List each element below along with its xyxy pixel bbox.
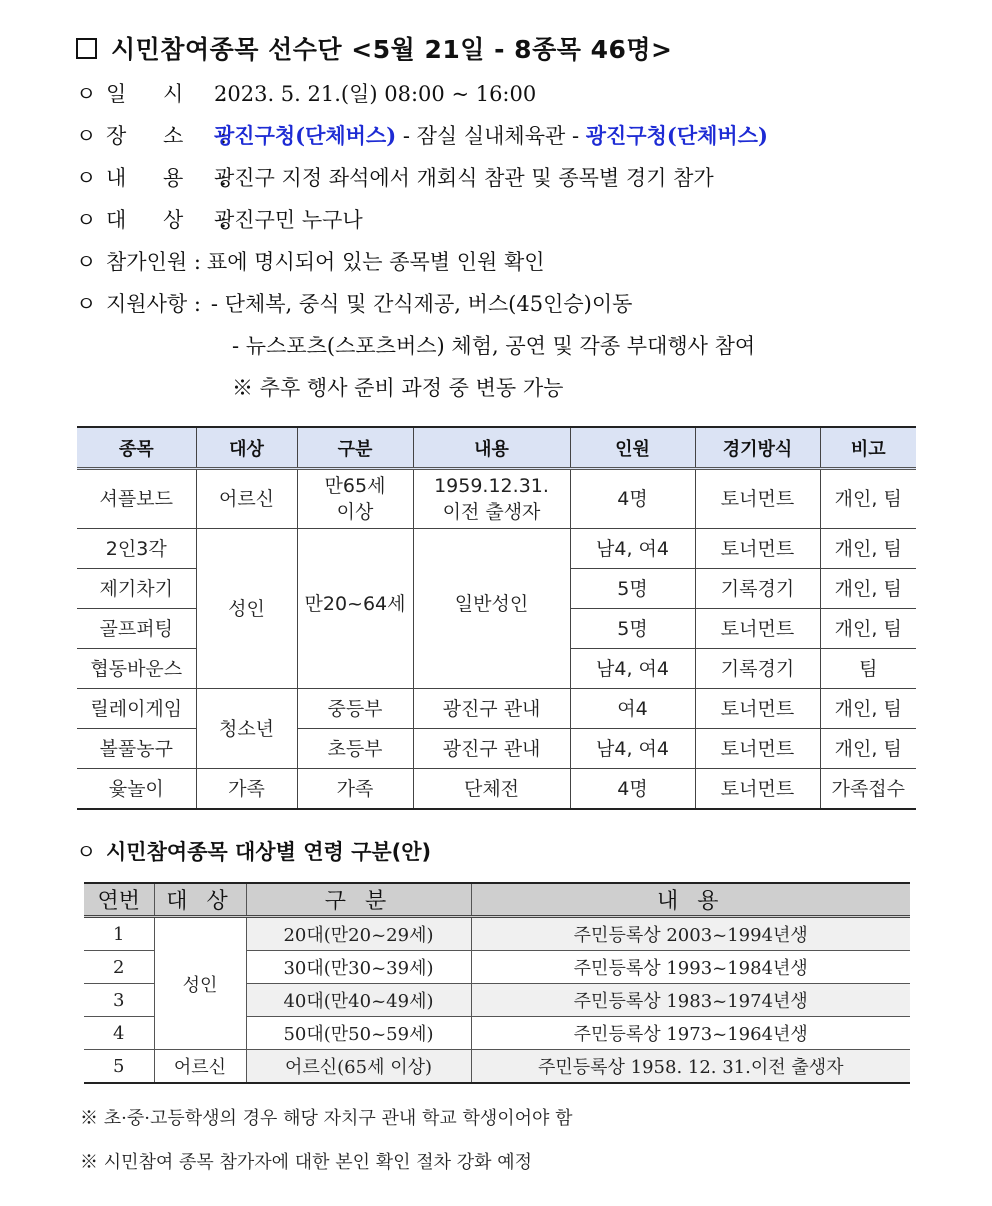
cell-method: 토너먼트 [695, 529, 820, 569]
col-header-content: 내용 [413, 427, 570, 469]
cell-event: 셔플보드 [77, 469, 196, 529]
section-heading [76, 836, 431, 866]
place-mid: - 잠실 실내체육관 - [396, 124, 586, 148]
cell-target: 어르신 [196, 469, 297, 529]
cell-content: 주민등록상 2003~1994년생 [471, 917, 910, 951]
cell-method: 토너먼트 [695, 729, 820, 769]
col-header-division: 구분 [297, 427, 413, 469]
cell-note: 개인, 팀 [820, 729, 916, 769]
cell-event: 릴레이게임 [77, 689, 196, 729]
info-label: 장 소 : [106, 124, 227, 148]
info-date [76, 81, 536, 107]
cell-count: 남4, 여4 [570, 529, 695, 569]
checkbox-square-icon [76, 38, 97, 59]
table-row [77, 769, 916, 810]
col-header-count: 인원 [570, 427, 695, 469]
page-title [76, 30, 672, 66]
cell-event: 제기차기 [77, 569, 196, 609]
cell-note: 개인, 팀 [820, 469, 916, 529]
cell-division: 만65세 이상 [297, 469, 413, 529]
col-header-event: 종목 [77, 427, 196, 469]
cell-content-group: 일반성인 [413, 529, 570, 689]
cell-division: 40대(만40~49세) [246, 984, 471, 1017]
col-header-division: 구 분 [246, 883, 471, 917]
cell-count: 5명 [570, 569, 695, 609]
info-value: 광진구민 누구나 [214, 208, 363, 232]
cell-content: 광진구 관내 [413, 729, 570, 769]
table-row [84, 917, 910, 951]
cell-method: 토너먼트 [695, 769, 820, 810]
cell-target: 가족 [196, 769, 297, 810]
title-text: 시민참여종목 선수단 <5월 21일 - 8종목 46명> [111, 35, 673, 64]
support-line-3: ※ 추후 행사 준비 과정 중 변동 가능 [232, 376, 564, 400]
bullet-icon: ㅇ [76, 292, 97, 316]
cell-content: 주민등록상 1983~1974년생 [471, 984, 910, 1017]
cell-note: 개인, 팀 [820, 689, 916, 729]
cell-event: 볼풀농구 [77, 729, 196, 769]
info-label: 대 상 : [106, 208, 227, 232]
info-label: 참가인원 : [106, 250, 201, 274]
bullet-icon: ㅇ [76, 250, 97, 274]
table-row [77, 529, 916, 569]
col-header-no: 연번 [84, 883, 154, 917]
cell-division-group: 만20~64세 [297, 529, 413, 689]
table-row [77, 689, 916, 729]
bullet-icon: ㅇ [76, 840, 97, 864]
cell-event: 골프퍼팅 [77, 609, 196, 649]
cell-method: 기록경기 [695, 649, 820, 689]
support-line-1: - 단체복, 중식 및 간식제공, 버스(45인승)이동 [210, 292, 633, 316]
info-value: 2023. 5. 21.(일) 08:00 ~ 16:00 [214, 82, 537, 106]
info-label: 지원사항 : [106, 292, 201, 316]
support-line-2: - 뉴스포츠(스포츠버스) 체험, 공연 및 각종 부대행사 참여 [232, 334, 756, 358]
col-header-target: 대상 [196, 427, 297, 469]
cell-count: 남4, 여4 [570, 729, 695, 769]
cell-count: 남4, 여4 [570, 649, 695, 689]
col-header-content: 내 용 [471, 883, 910, 917]
info-label: 일 시 : [106, 82, 227, 106]
info-support [76, 291, 632, 317]
cell-note: 가족접수 [820, 769, 916, 810]
cell-target-group: 청소년 [196, 689, 297, 769]
cell-no: 2 [84, 951, 154, 984]
cell-division: 어르신(65세 이상) [246, 1050, 471, 1084]
place-start: 광진구청(단체버스) [214, 123, 397, 148]
cell-content: 1959.12.31. 이전 출생자 [413, 469, 570, 529]
info-target [76, 207, 363, 233]
age-table [84, 882, 910, 1084]
cell-division: 30대(만30~39세) [246, 951, 471, 984]
cell-method: 토너먼트 [695, 689, 820, 729]
cell-division: 50대(만50~59세) [246, 1017, 471, 1050]
cell-no: 3 [84, 984, 154, 1017]
info-label: 내 용 : [106, 166, 227, 190]
cell-method: 토너먼트 [695, 609, 820, 649]
cell-content: 단체전 [413, 769, 570, 810]
cell-content: 주민등록상 1993~1984년생 [471, 951, 910, 984]
place-end: 광진구청(단체버스) [585, 123, 768, 148]
cell-target: 어르신 [154, 1050, 246, 1084]
cell-target-group: 성인 [154, 917, 246, 1050]
col-header-target: 대 상 [154, 883, 246, 917]
table-header-row [77, 427, 916, 469]
cell-event: 윷놀이 [77, 769, 196, 810]
cell-note: 팀 [820, 649, 916, 689]
info-value: 표에 명시되어 있는 종목별 인원 확인 [206, 250, 545, 274]
bullet-icon: ㅇ [76, 124, 97, 148]
cell-method: 기록경기 [695, 569, 820, 609]
cell-division: 초등부 [297, 729, 413, 769]
cell-event: 협동바운스 [77, 649, 196, 689]
col-header-note: 비고 [820, 427, 916, 469]
cell-count: 여4 [570, 689, 695, 729]
bullet-icon: ㅇ [76, 208, 97, 232]
cell-division: 중등부 [297, 689, 413, 729]
info-participants [76, 249, 545, 275]
cell-note: 개인, 팀 [820, 529, 916, 569]
cell-count: 4명 [570, 469, 695, 529]
cell-target-group: 성인 [196, 529, 297, 689]
cell-division: 20대(만20~29세) [246, 917, 471, 951]
info-place [76, 123, 768, 149]
cell-event: 2인3각 [77, 529, 196, 569]
cell-content: 주민등록상 1958. 12. 31.이전 출생자 [471, 1050, 910, 1084]
cell-no: 1 [84, 917, 154, 951]
bullet-icon: ㅇ [76, 82, 97, 106]
table-row [77, 469, 916, 529]
table-header-row [84, 883, 910, 917]
section-heading-text: 시민참여종목 대상별 연령 구분(안) [106, 840, 432, 864]
cell-count: 4명 [570, 769, 695, 810]
cell-content: 주민등록상 1973~1964년생 [471, 1017, 910, 1050]
info-value: 광진구 지정 좌석에서 개회식 참관 및 종목별 경기 참가 [214, 166, 714, 190]
info-content [76, 165, 714, 191]
bullet-icon: ㅇ [76, 166, 97, 190]
cell-division: 가족 [297, 769, 413, 810]
footnote: ※ 초·중·고등학생의 경우 해당 자치구 관내 학교 학생이어야 함 [80, 1108, 573, 1129]
col-header-method: 경기방식 [695, 427, 820, 469]
cell-no: 4 [84, 1017, 154, 1050]
cell-note: 개인, 팀 [820, 609, 916, 649]
table-row [84, 1050, 910, 1084]
cell-count: 5명 [570, 609, 695, 649]
cell-note: 개인, 팀 [820, 569, 916, 609]
cell-content: 광진구 관내 [413, 689, 570, 729]
footnote: ※ 시민참여 종목 참가자에 대한 본인 확인 절차 강화 예정 [80, 1152, 533, 1173]
cell-method: 토너먼트 [695, 469, 820, 529]
event-table [77, 426, 916, 810]
cell-no: 5 [84, 1050, 154, 1084]
